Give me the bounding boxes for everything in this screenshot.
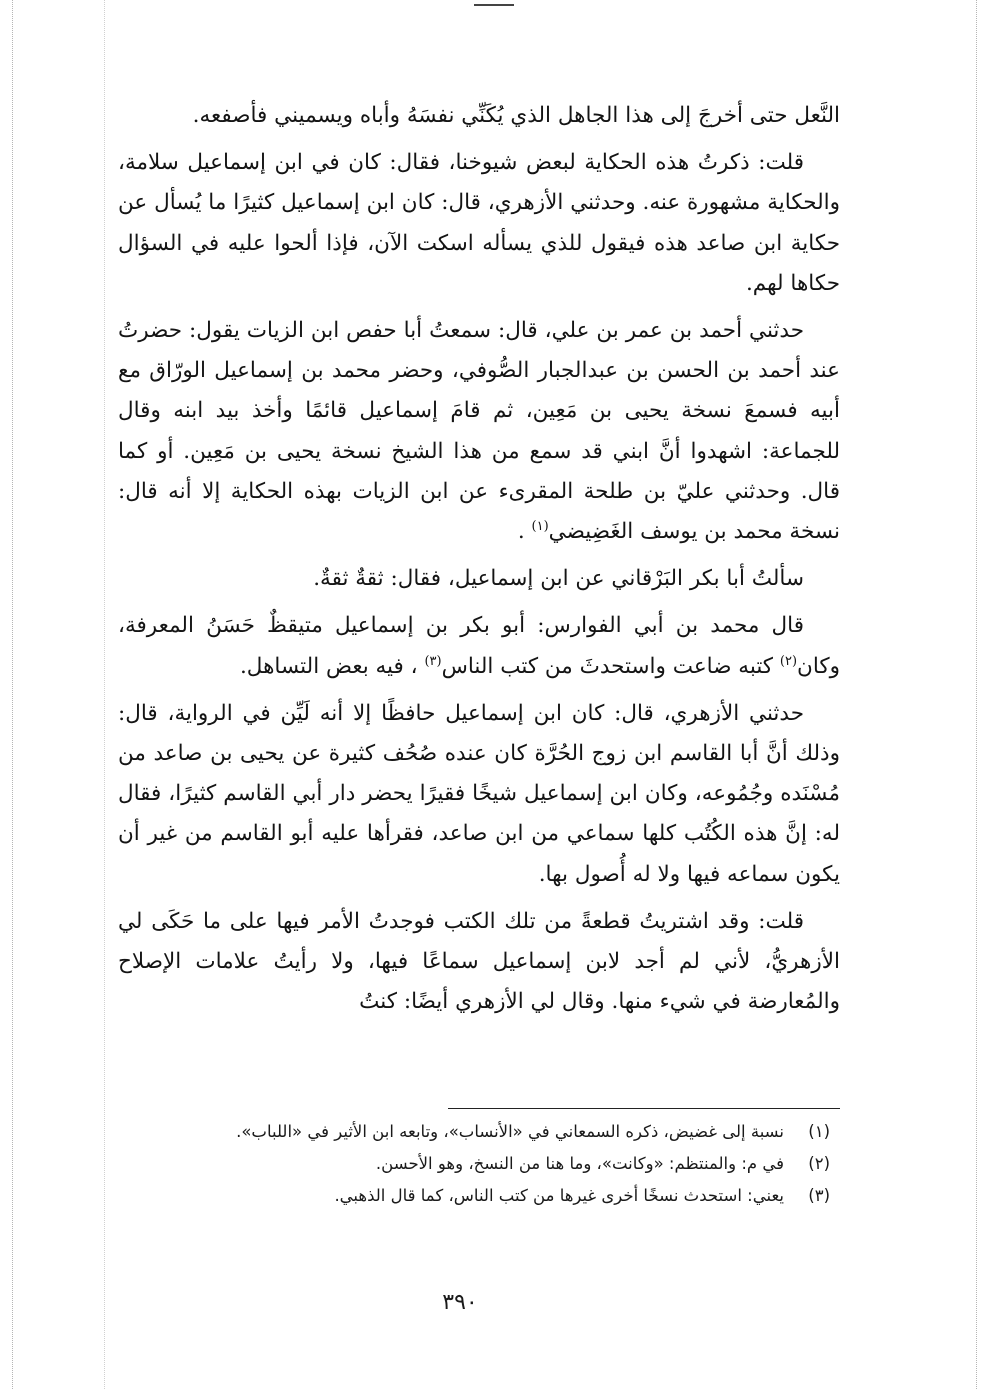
main-text <box>118 96 840 1029</box>
scan-edge-left <box>12 0 13 1389</box>
paragraph-text: حدثني أحمد بن عمر بن علي، قال: سمعتُ أبا حفص ابن الزيات يقول: حضرتُ عند أحمد بن الحسن بن عبدالجبار الصُّوفي، وحضر محمد بن إسماعيل الورّاق مع أبيه فسمعَ نسخة يحيى بن مَعِين، ثم قامَ إسماعيل قائمًا وأخذ بيد ابنه وقال للجماعة: اشهدوا أنَّ ابني قد سمع من هذا الشيخ نسخة يحيى بن مَعِين. أو كما قال. وحدثني عليّ بن طلحة المقرىء عن ابن الزيات بهذه الحكاية إلا أنه قال: نسخة محمد بن يوسف الغَضِيضي <box>118 318 840 545</box>
paragraph-text: قال محمد بن أبي الفوارس: أبو بكر بن إسماعيل متيقظٌ حَسَنُ المعرفة، وكان <box>118 613 840 679</box>
footnotes <box>140 1116 830 1212</box>
paragraph: قلت: ذكرتُ هذه الحكاية لبعض شيوخنا، فقال: كان في ابن إسماعيل سلامة، والحكاية مشهورة عنه. وحدثني الأزهري، قال: كان ابن إسماعيل كثيرًا ما يُسأل عن حكاية ابن صاعد هذه فيقول للذي يسأله اسكت الآن، فإذا ألحوا عليه في السؤال حكاها لهم. <box>118 150 840 296</box>
footnote-number: (١) <box>808 1122 830 1141</box>
page-number: ٣٩٠ <box>442 1290 478 1315</box>
footnote <box>140 1180 830 1212</box>
paragraph-text: كتبه ضاعت واستحدثَ من كتب الناس <box>441 653 774 679</box>
top-mark <box>474 0 514 6</box>
paragraph-text: ، فيه بعض التساهل. <box>239 653 418 679</box>
footnote-marker: (٢) <box>779 653 798 669</box>
paragraph: النَّعل حتى أخرجَ إلى هذا الجاهل الذي يُكَنِّي نفسَهُ وأباه ويسميني فأصفعه. <box>192 103 840 128</box>
footnote-marker: (١) <box>531 518 549 534</box>
paragraph: سألتُ أبا بكر البَرْقاني عن ابن إسماعيل، فقال: ثقةٌ ثقةٌ. <box>313 566 804 592</box>
paragraph: حدثني أحمد بن عمر بن علي، قال: سمعتُ أبا حفص ابن الزيات يقول: حضرتُ عند أحمد بن الحسن بن عبدالجبار الصُّوفي، وحضر محمد بن إسماعيل الورّاق مع أبيه فسمعَ نسخة يحيى بن مَعِين، ثم قامَ إسماعيل قائمًا وأخذ بيد ابنه وقال للجماعة: اشهدوا أنَّ ابني قد سمع من هذا الشيخ نسخة يحيى بن مَعِين. أو كما قال. وحدثني عليّ بن طلحة المقرىء عن ابن الزيات بهذه الحكاية إلا أنه قال: نسخة محمد بن يوسف الغَضِيضي$^{(١)}$ . <box>118 318 840 545</box>
footnote-text: نسبة إلى غضيض، ذكره السمعاني في «الأنساب»، وتابعه ابن الأثير في «اللباب». <box>236 1122 784 1141</box>
footnote <box>140 1116 830 1148</box>
scan-edge-inner <box>104 0 105 1389</box>
paragraph: قلت: وقد اشتريتُ قطعةً من تلك الكتب فوجدتُ الأمر فيها على ما حَكَى لي الأزهريُّ، لأني لم أجد لابن إسماعيل سماعًا فيها، ولا رأيتُ علامات الإصلاح والمُعارضة في شيء منها. وقال لي الأزهري أيضًا: كنتُ <box>118 908 840 1015</box>
footnote-text: يعني: استحدث نسخًا أخرى غيرها من كتب الناس، كما قال الذهبي. <box>334 1186 784 1205</box>
footnote-number: (٣) <box>808 1186 830 1205</box>
footnote-divider <box>448 1108 840 1109</box>
footnote-number: (٢) <box>808 1154 830 1173</box>
scan-edge-right <box>976 0 977 1389</box>
paragraph <box>118 606 840 686</box>
paragraph: حدثني الأزهري، قال: كان ابن إسماعيل حافظًا إلا أنه لَيِّن في الرواية، قال: وذلك أنَّ أبا القاسم ابن زوج الحُرَّة كان عنده صُحُف كثيرة عن يحيى بن صاعد من مُسْنَده وجُمُوعه، وكان ابن إسماعيل شيخًا فقيرًا يحضر دار أبي القاسم كثيرًا، فقال له: إنَّ هذه الكُتُب كلها سماعي من ابن صاعد، فقرأها عليه أبو القاسم من غير أن يكون سماعه فيها ولا له أُصول بها. <box>118 700 840 887</box>
footnote-text: في م: والمنتظم: «وكانت»، وما هنا من النسخ، وهو الأحسن. <box>375 1154 784 1173</box>
footnote <box>140 1148 830 1180</box>
footnote-marker: (٣) <box>424 653 442 669</box>
